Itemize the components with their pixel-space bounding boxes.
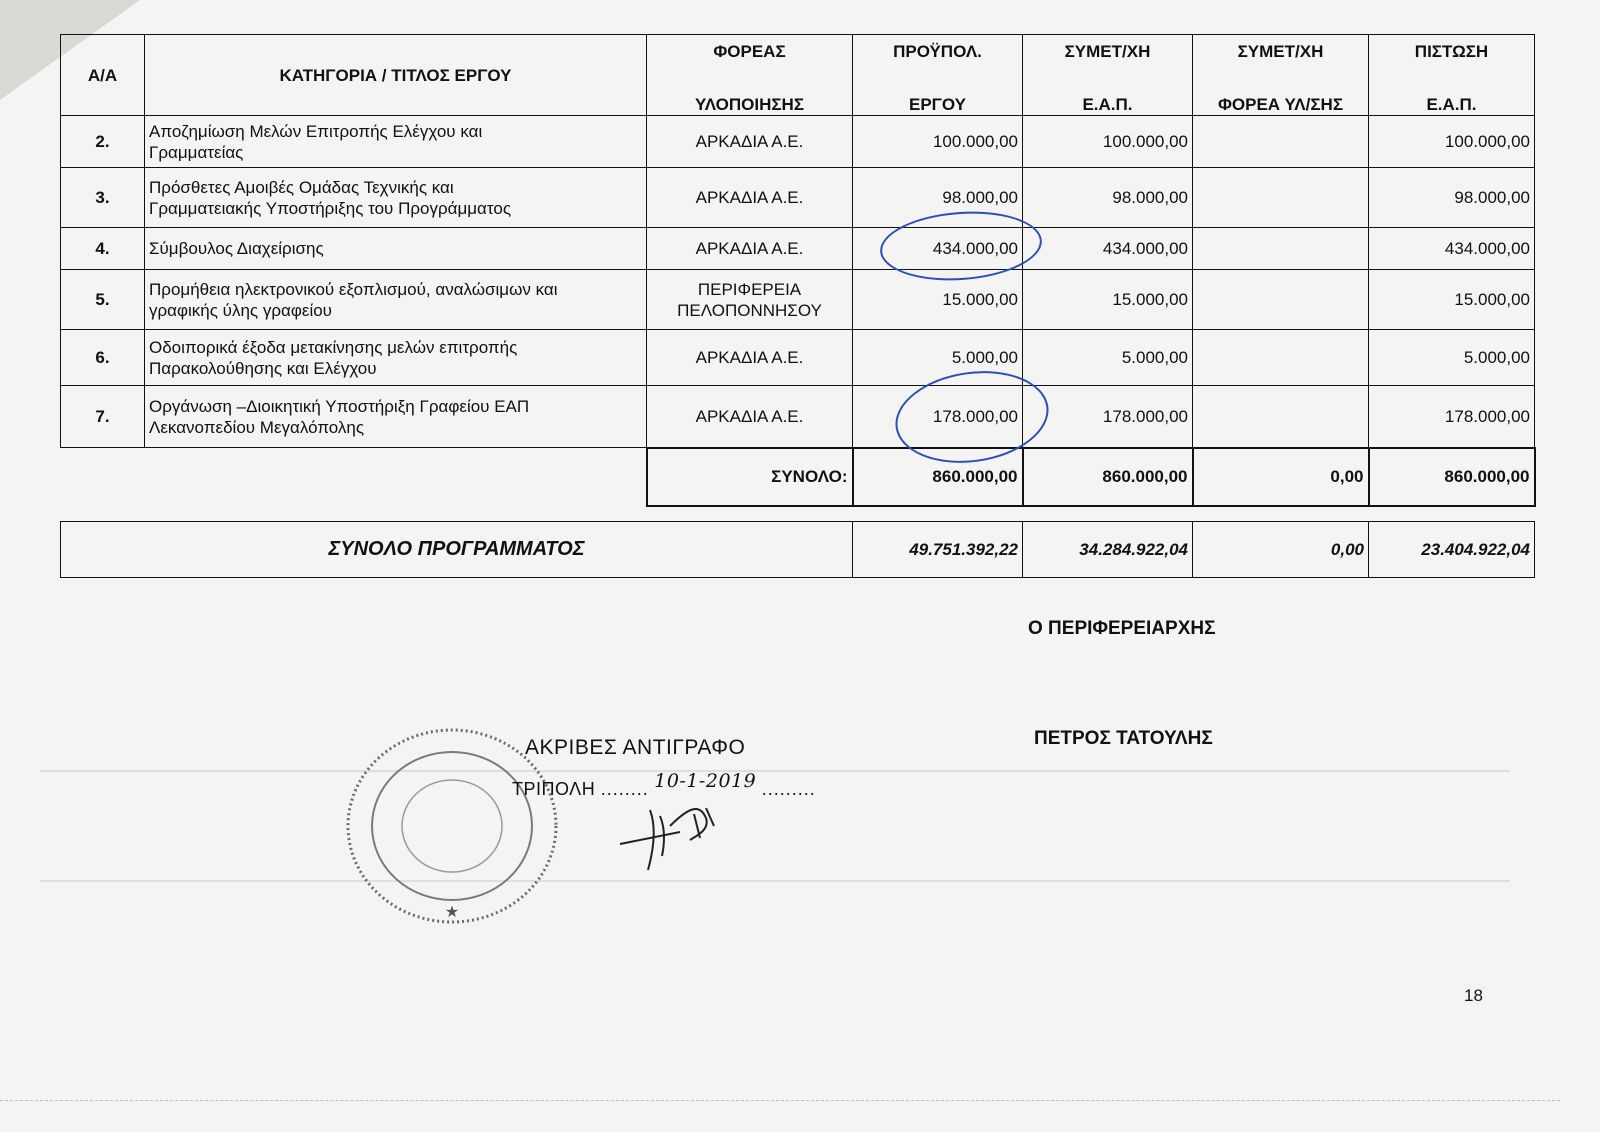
row-title [145, 270, 647, 330]
program-total-eap: 34.284.922,04 [1023, 521, 1193, 577]
row-budget: 178.000,00 [853, 386, 1023, 448]
handwritten-signature [610, 796, 750, 876]
table-row [61, 228, 1535, 270]
header-aa: Α/Α [61, 35, 145, 116]
subtotal-label: ΣΥΝΟΛΟ: [647, 448, 853, 506]
row-foreas-share [1193, 386, 1369, 448]
header-foreas-share: ΣΥΜΕΤ/ΧΗ ΦΟΡΕΑ ΥΛ/ΣΗΣ [1193, 35, 1369, 116]
table-row [61, 330, 1535, 386]
program-total-budget: 49.751.392,22 [853, 521, 1023, 577]
row-budget: 98.000,00 [853, 168, 1023, 228]
row-budget: 15.000,00 [853, 270, 1023, 330]
row-foreas-share [1193, 270, 1369, 330]
row-foreas-line-1: ΑΡΚΑΔΙΑ Α.Ε. [695, 406, 804, 426]
subtotal-credit: 860.000,00 [1369, 448, 1535, 506]
row-foreas-share [1193, 168, 1369, 228]
row-title-line-2: Γραμματείας [149, 142, 244, 162]
row-index: 2. [61, 116, 145, 168]
row-foreas-line-1: ΑΡΚΑΔΙΑ Α.Ε. [695, 188, 804, 207]
row-title-line-2: γραφικής ύλης γραφείου [149, 300, 332, 320]
row-title [145, 168, 647, 228]
stamp-place: ΤΡΙΠΟΛΗ [512, 779, 596, 799]
stamp-place-date: ΤΡΙΠΟΛΗ ........ 10-1-2019 ......... [512, 770, 816, 799]
row-eap: 100.000,00 [1023, 116, 1193, 168]
program-total-credit: 23.404.922,04 [1369, 521, 1535, 577]
header-foreas: ΦΟΡΕΑΣ ΥΛΟΠΟΙΗΣΗΣ [647, 35, 853, 116]
row-budget: 5.000,00 [853, 330, 1023, 386]
row-eap: 434.000,00 [1023, 228, 1193, 270]
row-foreas-share [1193, 330, 1369, 386]
row-credit: 5.000,00 [1369, 330, 1535, 386]
row-eap: 15.000,00 [1023, 270, 1193, 330]
row-eap: 178.000,00 [1023, 386, 1193, 448]
row-foreas-line-1: ΑΡΚΑΔΙΑ Α.Ε. [695, 348, 804, 367]
row-title-line-1: Προμήθεια ηλεκτρονικού εξοπλισμού, αναλώσιμων και [149, 279, 558, 299]
row-foreas [647, 386, 853, 448]
row-foreas-share [1193, 228, 1369, 270]
row-credit: 98.000,00 [1369, 168, 1535, 228]
row-budget: 100.000,00 [853, 116, 1023, 168]
row-title-line-1: Οργάνωση –Διοικητική Υποστήριξη Γραφείου ΕΑΠ [149, 396, 530, 416]
header-budget: ΠΡΟΫΠΟΛ. ΕΡΓΟΥ [853, 35, 1023, 116]
row-index: 6. [61, 330, 145, 386]
row-foreas-line-1: ΠΕΡΙΦΕΡΕΙΑ [697, 279, 802, 299]
row-credit: 15.000,00 [1369, 270, 1535, 330]
row-credit: 100.000,00 [1369, 116, 1535, 168]
row-credit: 178.000,00 [1369, 386, 1535, 448]
row-title-line-1: Πρόσθετες Αμοιβές Ομάδας Τεχνικής και [149, 177, 454, 197]
row-title-line-2: Λεκανοπεδίου Μεγαλόπολης [149, 417, 365, 437]
row-foreas-share [1193, 116, 1369, 168]
row-foreas [647, 228, 853, 270]
row-foreas [647, 270, 853, 330]
signatory-role: Ο ΠΕΡΙΦΕΡΕΙΑΡΧΗΣ [1028, 618, 1216, 639]
row-eap: 98.000,00 [1023, 168, 1193, 228]
row-foreas-line-1: ΑΡΚΑΔΙΑ Α.Ε. [695, 132, 804, 151]
program-total-row [61, 521, 1535, 577]
row-title-line-1: Οδοιπορικά έξοδα μετακίνησης μελών επιτροπής [149, 337, 518, 357]
row-foreas-line-1: ΑΡΚΑΔΙΑ Α.Ε. [695, 239, 804, 258]
subtotal-foreas-share: 0,00 [1193, 448, 1369, 506]
row-index: 4. [61, 228, 145, 270]
table-row [61, 270, 1535, 330]
certified-copy-label: ΑΚΡΙΒΕΣ ΑΝΤΙΓΡΑΦΟ [525, 736, 746, 759]
program-total-label: ΣΥΝΟΛΟ ΠΡΟΓΡΑΜΜΑΤΟΣ [61, 521, 853, 577]
stamp-date: 10-1-2019 [654, 770, 757, 792]
budget-table [60, 34, 1536, 578]
row-title [145, 116, 647, 168]
header-eap: ΣΥΜΕΤ/ΧΗ Ε.Α.Π. [1023, 35, 1193, 116]
page-number: 18 [1464, 986, 1483, 1005]
row-title-line-2: Γραμματειακής Υποστήριξης του Προγράμματος [149, 198, 512, 218]
table-row [61, 386, 1535, 448]
bleed-through-line [40, 880, 1510, 882]
row-title [145, 330, 647, 386]
row-index: 5. [61, 270, 145, 330]
row-foreas [647, 116, 853, 168]
svg-text:★: ★ [444, 904, 460, 921]
row-title [145, 386, 647, 448]
subtotal-row [61, 448, 1535, 506]
subtotal-eap: 860.000,00 [1023, 448, 1193, 506]
page-edge [0, 1100, 1560, 1101]
row-index: 7. [61, 386, 145, 448]
row-foreas-line-2: ΠΕΛΟΠΟΝΝΗΣΟΥ [677, 300, 822, 320]
row-index: 3. [61, 168, 145, 228]
program-total-foreas-share: 0,00 [1193, 521, 1369, 577]
row-budget: 434.000,00 [853, 228, 1023, 270]
row-foreas [647, 330, 853, 386]
signatory-name: ΠΕΤΡΟΣ ΤΑΤΟΥΛΗΣ [1034, 728, 1213, 749]
row-title-line-1: Σύμβουλος Διαχείρισης [149, 239, 324, 258]
row-foreas [647, 168, 853, 228]
row-title-line-2: Παρακολούθησης και Ελέγχου [149, 358, 377, 378]
table-row [61, 168, 1535, 228]
row-credit: 434.000,00 [1369, 228, 1535, 270]
row-title [145, 228, 647, 270]
header-credit: ΠΙΣΤΩΣΗ Ε.Α.Π. [1369, 35, 1535, 116]
header-title: ΚΑΤΗΓΟΡΙΑ / ΤΙΤΛΟΣ ΕΡΓΟΥ [145, 35, 647, 116]
row-eap: 5.000,00 [1023, 330, 1193, 386]
row-title-line-1: Αποζημίωση Μελών Επιτροπής Ελέγχου και [149, 121, 483, 141]
table-header-row [61, 35, 1535, 116]
table-row [61, 116, 1535, 168]
subtotal-budget: 860.000,00 [853, 448, 1023, 506]
bleed-through-line [40, 770, 1510, 772]
